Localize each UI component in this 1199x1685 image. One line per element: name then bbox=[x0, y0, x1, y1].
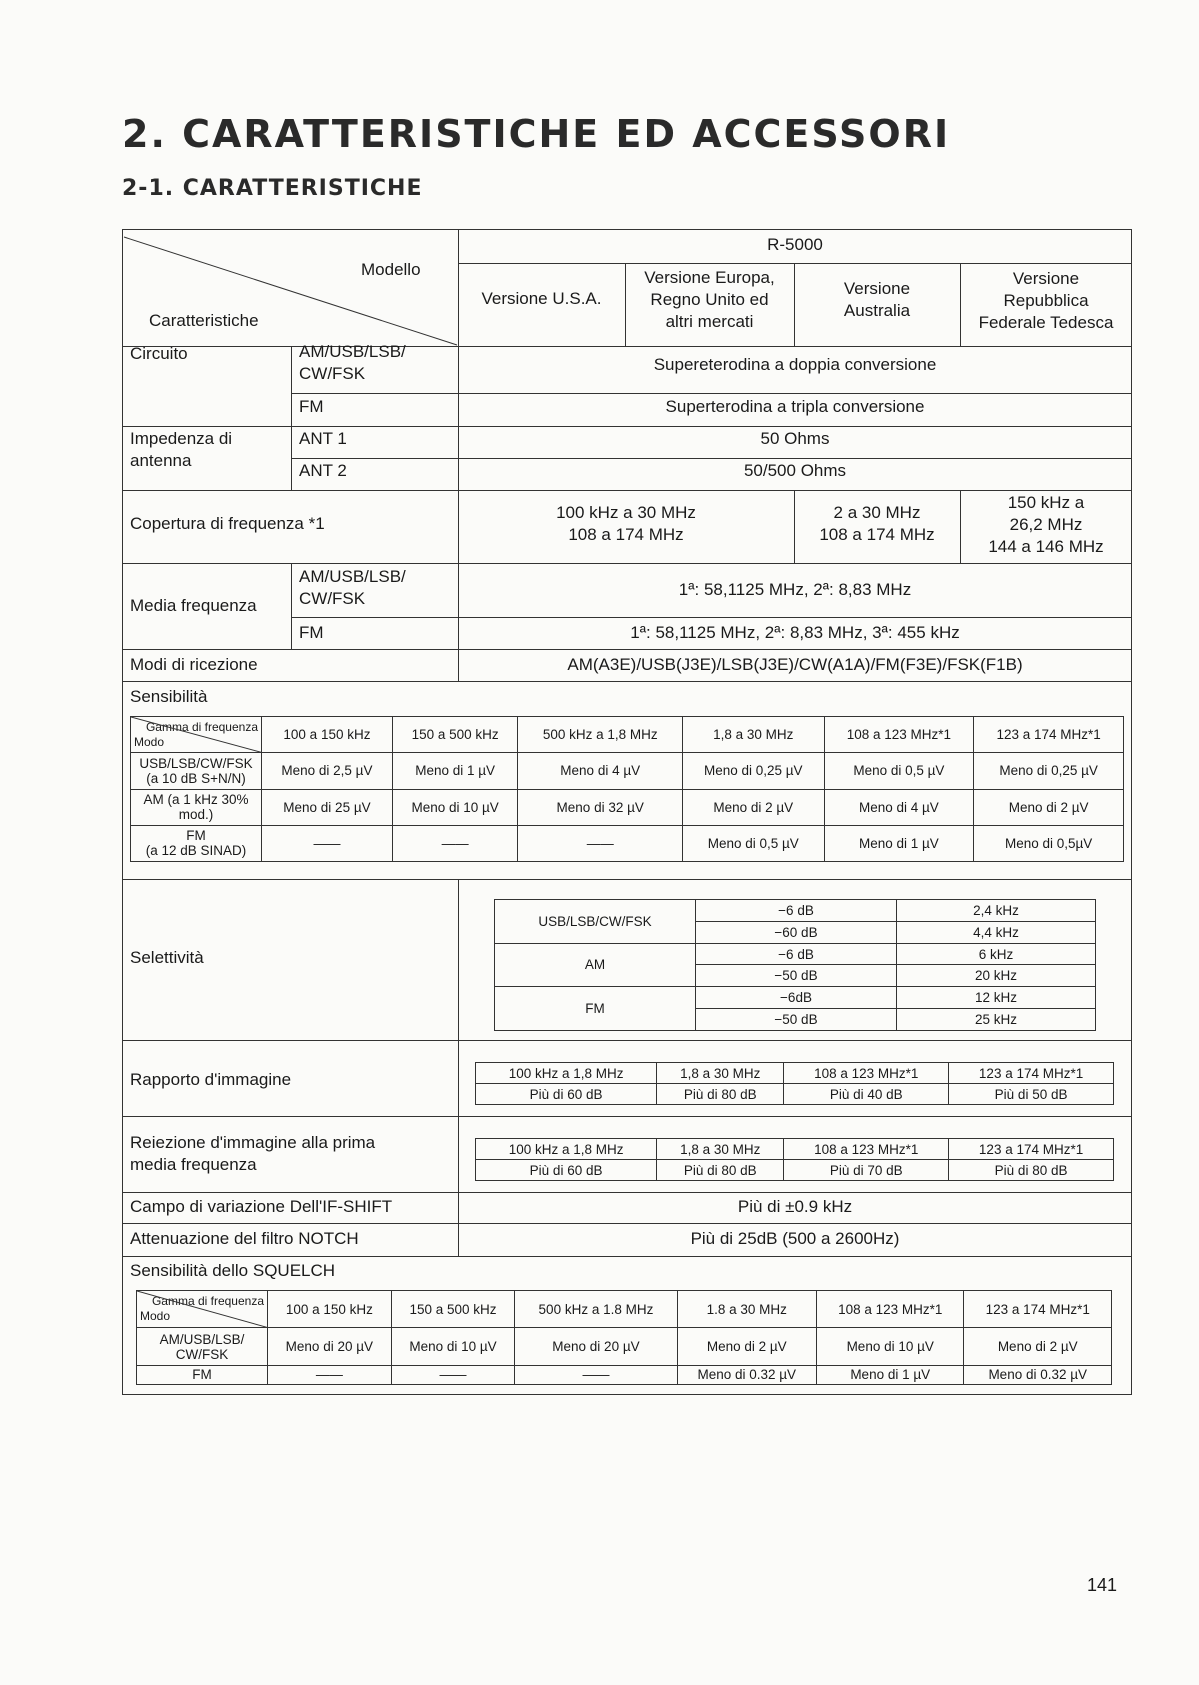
column-header: 108 a 123 MHz*1 bbox=[784, 1139, 949, 1160]
table-header-row bbox=[476, 1139, 1114, 1160]
table-cell: Meno di 2 µV bbox=[677, 1328, 816, 1365]
column-header: 100 kHz a 1,8 MHz bbox=[476, 1063, 657, 1084]
selettivita-bandwidth: 2,4 kHz bbox=[897, 900, 1096, 922]
row-mode-label: AM (a 1 kHz 30% mod.) bbox=[131, 789, 262, 825]
table-cell: Meno di 10 µV bbox=[392, 789, 518, 825]
column-header: 123 a 174 MHz*1 bbox=[974, 717, 1124, 753]
selettivita-table bbox=[494, 899, 1096, 1031]
media-freq-mode-2: FM bbox=[299, 623, 324, 642]
corner-diagonal bbox=[137, 1291, 267, 1327]
squelch-label: Sensibilità dello SQUELCH bbox=[130, 1261, 336, 1280]
column-header: 108 a 123 MHz*1 bbox=[784, 1063, 949, 1084]
media-freq-value-1: 1ª: 58,1125 MHz, 2ª: 8,83 MHz bbox=[678, 580, 912, 599]
column-header: 1,8 a 30 MHz bbox=[657, 1139, 784, 1160]
selettivita-bandwidth: 4,4 kHz bbox=[897, 921, 1096, 943]
table-cell: Meno di 2,5 µV bbox=[262, 753, 393, 789]
corner-range-label: Gamma di frequenza bbox=[145, 719, 258, 734]
table-cell: —— bbox=[268, 1365, 392, 1384]
selettivita-db: −50 dB bbox=[696, 1009, 897, 1031]
notch-value: Più di 25dB (500 a 2600Hz) bbox=[690, 1229, 900, 1248]
table-cell: Meno di 0,5µV bbox=[974, 825, 1124, 861]
table-cell: Più di 50 dB bbox=[949, 1084, 1114, 1105]
range-mode-corner bbox=[137, 1291, 268, 1328]
table-row bbox=[476, 1084, 1114, 1105]
table-cell: Meno di 25 µV bbox=[262, 789, 393, 825]
table-cell: —— bbox=[392, 825, 518, 861]
table-cell: Più di 70 dB bbox=[784, 1160, 949, 1181]
row-mode-label: AM/USB/LSB/ CW/FSK bbox=[137, 1328, 268, 1365]
selettivita-label: Selettività bbox=[130, 948, 204, 967]
squelch-table bbox=[136, 1290, 1112, 1385]
table-cell: Meno di 4 µV bbox=[518, 753, 683, 789]
table-cell: —— bbox=[262, 825, 393, 861]
circuito-label: Circuito bbox=[130, 344, 188, 363]
range-mode-corner bbox=[131, 717, 262, 753]
reiezione-table bbox=[475, 1138, 1114, 1181]
table-row bbox=[495, 943, 1096, 965]
reiezione-label: Reiezione d'immagine alla prima media frequenza bbox=[130, 1133, 376, 1174]
sensibilita-table bbox=[130, 716, 1124, 862]
table-cell: —— bbox=[515, 1365, 677, 1384]
table-cell: Meno di 0,5 µV bbox=[683, 825, 825, 861]
sensibilita-label: Sensibilità bbox=[130, 687, 208, 706]
table-row bbox=[131, 753, 1124, 789]
table-row bbox=[137, 1365, 1112, 1384]
selettivita-db: −6 dB bbox=[696, 900, 897, 922]
column-header: 108 a 123 MHz*1 bbox=[824, 717, 974, 753]
column-header: 100 a 150 kHz bbox=[262, 717, 393, 753]
row-mode-label: USB/LSB/CW/FSK (a 10 dB S+N/N) bbox=[131, 753, 262, 789]
column-header: 1,8 a 30 MHz bbox=[657, 1063, 784, 1084]
section-title: 2-1. CARATTERISTICHE bbox=[122, 176, 423, 201]
notch-label: Attenuazione del filtro NOTCH bbox=[130, 1229, 359, 1248]
row-mode-label: FM bbox=[137, 1365, 268, 1384]
ant2-value: 50/500 Ohms bbox=[743, 461, 847, 480]
modi-value: AM(A3E)/USB(J3E)/LSB(J3E)/CW(A1A)/FM(F3E)/FSK(F1B) bbox=[567, 655, 1023, 674]
table-cell: Meno di 0.32 µV bbox=[677, 1365, 816, 1384]
table-row bbox=[476, 1160, 1114, 1181]
table-cell: Meno di 1 µV bbox=[392, 753, 518, 789]
circuito-value-2: Superterodina a tripla conversione bbox=[665, 397, 925, 416]
version-usa: Versione U.S.A. bbox=[481, 289, 602, 308]
table-cell: Meno di 1 µV bbox=[824, 825, 974, 861]
corner-mode-label: Modo bbox=[134, 734, 165, 749]
table-cell: Meno di 2 µV bbox=[964, 1328, 1112, 1365]
table-cell: Meno di 1 µV bbox=[816, 1365, 963, 1384]
corner-diagonal bbox=[131, 717, 261, 752]
corner-range-label: Gamma di frequenza bbox=[151, 1294, 264, 1309]
selettivita-db: −50 dB bbox=[696, 965, 897, 987]
table-cell: Meno di 0,5 µV bbox=[824, 753, 974, 789]
if-shift-value: Più di ±0.9 kHz bbox=[737, 1197, 853, 1216]
table-cell: Più di 60 dB bbox=[476, 1084, 657, 1105]
column-header: 1,8 a 30 MHz bbox=[683, 717, 825, 753]
column-header: 100 a 150 kHz bbox=[268, 1291, 392, 1328]
table-cell: Più di 40 dB bbox=[784, 1084, 949, 1105]
table-cell: Più di 60 dB bbox=[476, 1160, 657, 1181]
selettivita-db: −6 dB bbox=[696, 943, 897, 965]
table-header-row bbox=[476, 1063, 1114, 1084]
selettivita-bandwidth: 25 kHz bbox=[897, 1009, 1096, 1031]
column-header: 123 a 174 MHz*1 bbox=[949, 1139, 1114, 1160]
table-row bbox=[495, 900, 1096, 922]
table-row bbox=[495, 987, 1096, 1009]
row-mode-label: FM (a 12 dB SINAD) bbox=[131, 825, 262, 861]
ant1-value: 50 Ohms bbox=[760, 429, 830, 448]
table-cell: —— bbox=[391, 1365, 515, 1384]
table-cell: Meno di 4 µV bbox=[824, 789, 974, 825]
selettivita-bandwidth: 20 kHz bbox=[897, 965, 1096, 987]
copertura-value-a: 100 kHz a 30 MHz 108 a 174 MHz bbox=[556, 503, 696, 544]
table-row bbox=[131, 825, 1124, 861]
table-cell: Meno di 2 µV bbox=[683, 789, 825, 825]
model-name: R-5000 bbox=[767, 235, 823, 254]
impedenza-label: Impedenza di antenna bbox=[130, 429, 233, 470]
table-cell: Meno di 0,25 µV bbox=[683, 753, 825, 789]
modi-label: Modi di ricezione bbox=[130, 655, 258, 674]
version-germany: Versione Repubblica Federale Tedesca bbox=[978, 269, 1114, 332]
table-row bbox=[137, 1328, 1112, 1365]
circuito-value-1: Supereterodina a doppia conversione bbox=[653, 355, 937, 374]
selettivita-mode: AM bbox=[495, 943, 696, 987]
circuito-mode-1: AM/USB/LSB/ CW/FSK bbox=[299, 342, 406, 383]
column-header: 1.8 a 30 MHz bbox=[677, 1291, 816, 1328]
copertura-value-c: 150 kHz a 26,2 MHz 144 a 146 MHz bbox=[988, 493, 1104, 556]
column-header: 108 a 123 MHz*1 bbox=[816, 1291, 963, 1328]
table-cell: Più di 80 dB bbox=[657, 1160, 784, 1181]
media-freq-value-2: 1ª: 58,1125 MHz, 2ª: 8,83 MHz, 3ª: 455 kHz bbox=[630, 623, 960, 642]
column-header: 500 kHz a 1,8 MHz bbox=[518, 717, 683, 753]
copertura-label: Copertura di frequenza *1 bbox=[130, 514, 325, 533]
table-cell: Meno di 20 µV bbox=[268, 1328, 392, 1365]
column-header: 150 a 500 kHz bbox=[392, 717, 518, 753]
caratteristiche-label: Caratteristiche bbox=[149, 311, 259, 330]
column-header: 150 a 500 kHz bbox=[391, 1291, 515, 1328]
selettivita-bandwidth: 12 kHz bbox=[897, 987, 1096, 1009]
media-frequenza-label: Media frequenza bbox=[130, 596, 257, 615]
corner-mode-label: Modo bbox=[140, 1309, 171, 1324]
modello-label: Modello bbox=[361, 260, 421, 279]
table-cell: Più di 80 dB bbox=[949, 1160, 1114, 1181]
rapporto-label: Rapporto d'immagine bbox=[130, 1070, 292, 1089]
page-number: 141 bbox=[1087, 1575, 1118, 1595]
ant2-label: ANT 2 bbox=[299, 461, 347, 480]
page-title: 2. CARATTERISTICHE ED ACCESSORI bbox=[122, 112, 951, 156]
version-australia: Versione Australia bbox=[843, 279, 911, 320]
selettivita-bandwidth: 6 kHz bbox=[897, 943, 1096, 965]
table-cell: Più di 80 dB bbox=[657, 1084, 784, 1105]
table-cell: Meno di 0.32 µV bbox=[964, 1365, 1112, 1384]
table-cell: Meno di 2 µV bbox=[974, 789, 1124, 825]
column-header: 123 a 174 MHz*1 bbox=[949, 1063, 1114, 1084]
table-row bbox=[131, 789, 1124, 825]
table-cell: Meno di 32 µV bbox=[518, 789, 683, 825]
table-header-row bbox=[137, 1291, 1112, 1328]
rapporto-table bbox=[475, 1062, 1114, 1105]
media-freq-mode-1: AM/USB/LSB/ CW/FSK bbox=[299, 567, 406, 608]
selettivita-db: −60 dB bbox=[696, 921, 897, 943]
table-cell: Meno di 20 µV bbox=[515, 1328, 677, 1365]
if-shift-label: Campo di variazione Dell'IF-SHIFT bbox=[130, 1197, 393, 1216]
selettivita-mode: USB/LSB/CW/FSK bbox=[495, 900, 696, 944]
column-header: 123 a 174 MHz*1 bbox=[964, 1291, 1112, 1328]
copertura-value-b: 2 a 30 MHz 108 a 174 MHz bbox=[819, 503, 935, 544]
ant1-label: ANT 1 bbox=[299, 429, 347, 448]
table-header-row bbox=[131, 717, 1124, 753]
table-cell: Meno di 10 µV bbox=[391, 1328, 515, 1365]
selettivita-mode: FM bbox=[495, 987, 696, 1031]
column-header: 100 kHz a 1,8 MHz bbox=[476, 1139, 657, 1160]
circuito-mode-2: FM bbox=[299, 397, 324, 416]
column-header: 500 kHz a 1.8 MHz bbox=[515, 1291, 677, 1328]
table-cell: —— bbox=[518, 825, 683, 861]
table-cell: Meno di 10 µV bbox=[816, 1328, 963, 1365]
selettivita-db: −6dB bbox=[696, 987, 897, 1009]
version-europa: Versione Europa, Regno Unito ed altri mercati bbox=[644, 268, 775, 331]
table-cell: Meno di 0,25 µV bbox=[974, 753, 1124, 789]
